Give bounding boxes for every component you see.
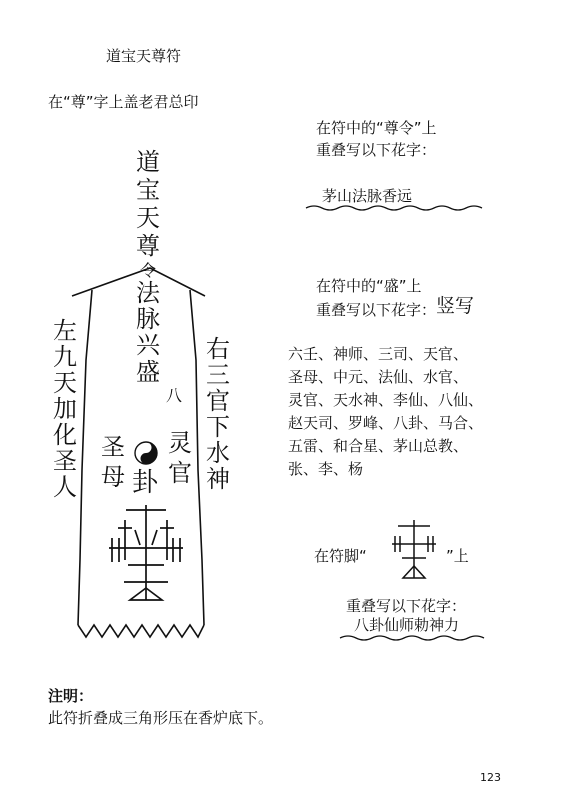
fu-glyph-small-icon <box>392 520 436 578</box>
talisman-char: 神 <box>206 465 230 493</box>
talisman-gua-char: 卦 <box>132 468 159 498</box>
name-list-line: 灵官、天水神、李仙、八仙、 <box>288 391 484 409</box>
talisman-char: 水 <box>206 439 230 467</box>
talisman-char: 圣 <box>53 447 77 475</box>
name-list-line: 六壬、神师、三司、天官、 <box>288 345 469 363</box>
note2-line2: 重叠写以下花字： <box>316 301 437 319</box>
talisman-char: 天 <box>136 204 160 232</box>
name-list-line: 张、李、杨 <box>288 460 364 478</box>
taiji-icon <box>135 442 157 464</box>
note1-line2: 重叠写以下花字： <box>316 141 437 159</box>
note1-line1: 在符中的“尊令”上 <box>316 119 437 137</box>
talisman-char: 宝 <box>136 176 160 204</box>
talisman-top-chars <box>132 148 164 260</box>
talisman-char: 令 <box>139 261 156 280</box>
seal-instruction: 在“尊”字上盖老君总印 <box>48 93 199 111</box>
talisman-right-column <box>203 336 233 492</box>
talisman-char: 尊 <box>136 232 160 260</box>
page-number: 123 <box>480 771 501 784</box>
note3-prefix: 在符脚“ <box>314 547 367 565</box>
talisman-char: 化 <box>53 421 77 449</box>
talisman-left-border <box>78 290 92 625</box>
talisman-char: 天 <box>53 369 77 397</box>
talisman-char: 右 <box>206 335 230 363</box>
talisman-char: 盛 <box>136 358 160 386</box>
talisman-char: 下 <box>206 413 230 441</box>
talisman-char: 灵 <box>168 429 192 457</box>
talisman-center-chars <box>132 262 164 386</box>
talisman-ba-char: 八 <box>166 386 183 405</box>
fu-glyph-icon <box>109 505 183 600</box>
talisman-char: 兴 <box>136 331 160 359</box>
wavy-underline-1 <box>306 206 482 210</box>
note-text: 此符折叠成三角形压在香炉底下。 <box>48 709 274 727</box>
talisman-char: 脉 <box>136 305 160 333</box>
talisman-char: 道 <box>136 148 160 176</box>
note2-handwritten: 竖写 <box>436 295 475 317</box>
talisman-char: 母 <box>101 463 125 491</box>
talisman-ling-guan <box>165 428 195 488</box>
name-list-line: 赵天司、罗峰、八卦、马合、 <box>288 414 484 432</box>
note3-flower-text: 八卦仙师勅神力 <box>354 616 460 634</box>
wavy-underline-2 <box>340 636 484 640</box>
talisman-char: 官 <box>168 459 192 487</box>
page-title: 道宝天尊符 <box>106 47 182 65</box>
note-label: 注明： <box>48 687 94 705</box>
note1-flower-text: 茅山法脉香远 <box>322 187 413 205</box>
talisman-char: 九 <box>53 343 77 371</box>
note3-line2: 重叠写以下花字： <box>346 597 467 615</box>
talisman-left-column <box>50 318 80 500</box>
note2-line1: 在符中的“盛”上 <box>316 277 422 295</box>
name-list-line: 圣母、中元、法仙、水官、 <box>288 368 469 386</box>
name-list-line: 五雷、和合星、茅山总教、 <box>288 437 469 455</box>
talisman-sheng-mu <box>98 432 128 492</box>
talisman-zigzag-bottom <box>78 625 204 637</box>
talisman-char: 法 <box>136 279 160 307</box>
talisman-char: 左 <box>53 317 77 345</box>
talisman-char: 三 <box>206 361 230 389</box>
note3-suffix: ”上 <box>446 547 469 565</box>
talisman-char: 人 <box>53 473 77 501</box>
talisman-char: 圣 <box>101 433 125 461</box>
talisman-char: 加 <box>53 395 77 423</box>
talisman-char: 官 <box>206 387 230 415</box>
